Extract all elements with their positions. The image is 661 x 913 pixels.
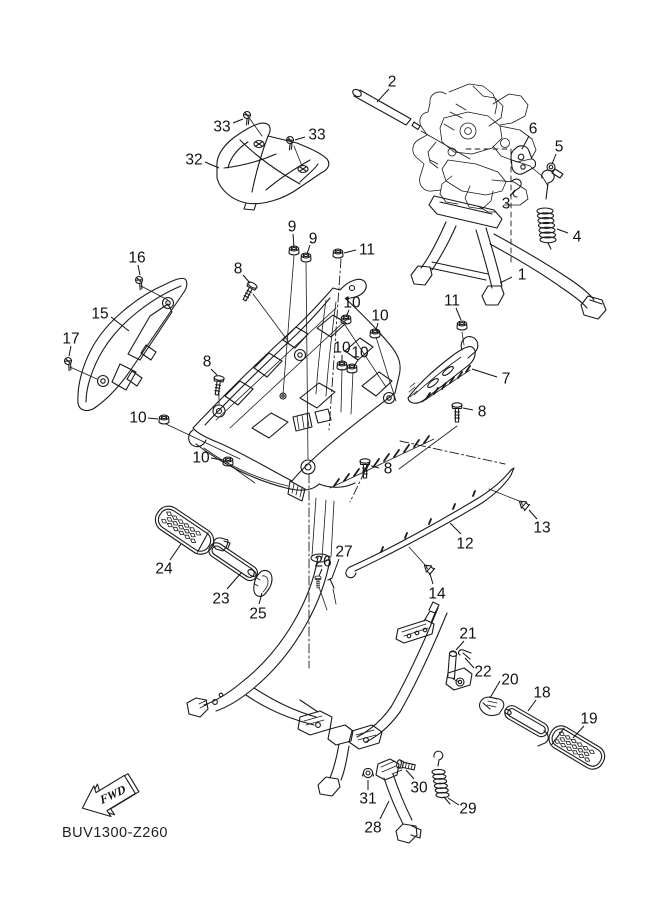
leader-line-part-11: [456, 308, 461, 320]
leader-line-part-20: [490, 681, 500, 698]
part-callout-12: 12: [456, 535, 474, 553]
part-callout-24: 24: [155, 560, 173, 578]
part-callout-25: 25: [249, 605, 267, 623]
leader-line-part-23: [227, 573, 241, 589]
part-4-stand-spring: [537, 170, 556, 249]
part-callout-22: 22: [474, 663, 492, 681]
part-7-side-rail: [408, 337, 478, 404]
part-callout-18: 18: [533, 684, 551, 702]
leader-line-part-33: [295, 137, 305, 140]
part-callout-33: 33: [213, 118, 231, 136]
part-callout-30: 30: [410, 779, 428, 797]
leader-line-part-2: [377, 89, 389, 102]
part-2-axle-rod: [351, 88, 420, 130]
part-callout-8: 8: [477, 403, 487, 421]
part-callout-2: 2: [387, 73, 397, 91]
part-callout-16: 16: [128, 249, 146, 267]
leader-line-part-33: [233, 119, 243, 123]
part-callout-6: 6: [528, 120, 538, 138]
leader-line-part-5: [552, 154, 556, 164]
main-floorboard: [189, 279, 434, 501]
part-16-screw: [133, 276, 146, 291]
part-callout-33: 33: [308, 126, 326, 144]
part-20-bracket: [480, 697, 504, 716]
part-callout-7: 7: [501, 370, 511, 388]
leader-line-part-18: [528, 700, 536, 711]
leader-line-part-10: [148, 418, 158, 419]
callout-labels: [62, 74, 597, 837]
part-callout-23: 23: [212, 590, 230, 608]
part-callout-11: 11: [358, 241, 376, 259]
part-callout-15: 15: [91, 305, 109, 323]
part-6-spring-bracket: [511, 146, 536, 174]
part-callout-8: 8: [233, 260, 243, 278]
part-27-pin: [328, 578, 334, 588]
leader-line-part-9: [293, 234, 294, 247]
part-callout-10: 10: [192, 449, 210, 467]
leader-line-part-16: [138, 265, 140, 275]
part-callout-21: 21: [459, 625, 477, 643]
part-callout-5: 5: [554, 138, 564, 156]
part-29-stand-spring: [432, 751, 450, 804]
leader-line-part-30: [406, 770, 414, 779]
part-19-footrest-rear: [545, 722, 609, 773]
leader-line-part-8: [463, 408, 473, 410]
part-callout-3: 3: [501, 195, 511, 213]
leader-line-part-8: [243, 275, 250, 283]
part-callout-1: 1: [517, 266, 527, 284]
line-art: [62, 84, 609, 843]
part-callout-17: 17: [62, 330, 80, 348]
leader-line-part-15: [111, 317, 129, 331]
part-callout-9: 9: [308, 230, 318, 248]
part-callout-10: 10: [343, 294, 361, 312]
part-22-clip: [459, 650, 471, 659]
part-23-footrest-bracket: [206, 538, 260, 583]
part-callout-27: 27: [335, 543, 353, 561]
leader-line-part-22: [465, 658, 474, 668]
leader-line-part-14: [430, 574, 433, 584]
part-26-bolt: [315, 576, 321, 588]
part-18-footrest-arm: [502, 703, 551, 746]
leader-line-part-28: [380, 801, 389, 819]
part-callout-20: 20: [501, 671, 519, 689]
part-callout-10: 10: [351, 344, 369, 362]
leader-line-part-13: [529, 510, 537, 519]
fwd-label: FWD: [98, 781, 128, 808]
leader-line-part-7: [472, 369, 497, 377]
leader-line-part-4: [557, 229, 568, 233]
part-24-footrest-front: [151, 501, 219, 558]
part-callout-8: 8: [383, 460, 393, 478]
part-callout-29: 29: [459, 800, 477, 818]
part-callout-9: 9: [287, 218, 297, 236]
part-callout-28: 28: [364, 819, 382, 837]
leader-line-part-27: [332, 559, 339, 578]
part-callout-4: 4: [572, 228, 582, 246]
part-callout-31: 31: [359, 790, 377, 808]
leader-line-part-1: [500, 277, 512, 283]
part-17-screw: [62, 357, 75, 372]
part-callout-19: 19: [580, 710, 598, 728]
leader-line-part-12: [450, 523, 461, 534]
part-5-bolt: [547, 163, 563, 178]
part-21-pin: [446, 651, 458, 679]
leader-line-part-25: [259, 593, 262, 604]
fwd-arrow: [76, 769, 143, 826]
diagram-code: BUV1300-Z260: [62, 825, 168, 841]
part-callout-10: 10: [129, 409, 147, 427]
part-13-clip: [517, 498, 530, 511]
part-12-trim-strip: [346, 468, 514, 578]
leader-line-part-11: [344, 250, 356, 253]
part-15-side-panel: [78, 278, 187, 410]
part-callout-13: 13: [533, 519, 551, 537]
leader-line-part-17: [69, 346, 71, 356]
part-33-screws: [240, 110, 297, 150]
part-callout-10: 10: [371, 307, 389, 325]
part-callout-26: 26: [314, 553, 332, 571]
part-callout-11: 11: [443, 292, 461, 310]
part-callout-8: 8: [202, 353, 212, 371]
part-31-nut: [362, 768, 373, 777]
leader-line-part-3: [510, 190, 515, 196]
part-callout-32: 32: [185, 151, 203, 169]
part-callout-14: 14: [428, 585, 446, 603]
part-callout-10: 10: [333, 339, 351, 357]
leader-line-part-24: [170, 544, 181, 560]
leader-line-part-8: [211, 369, 217, 375]
